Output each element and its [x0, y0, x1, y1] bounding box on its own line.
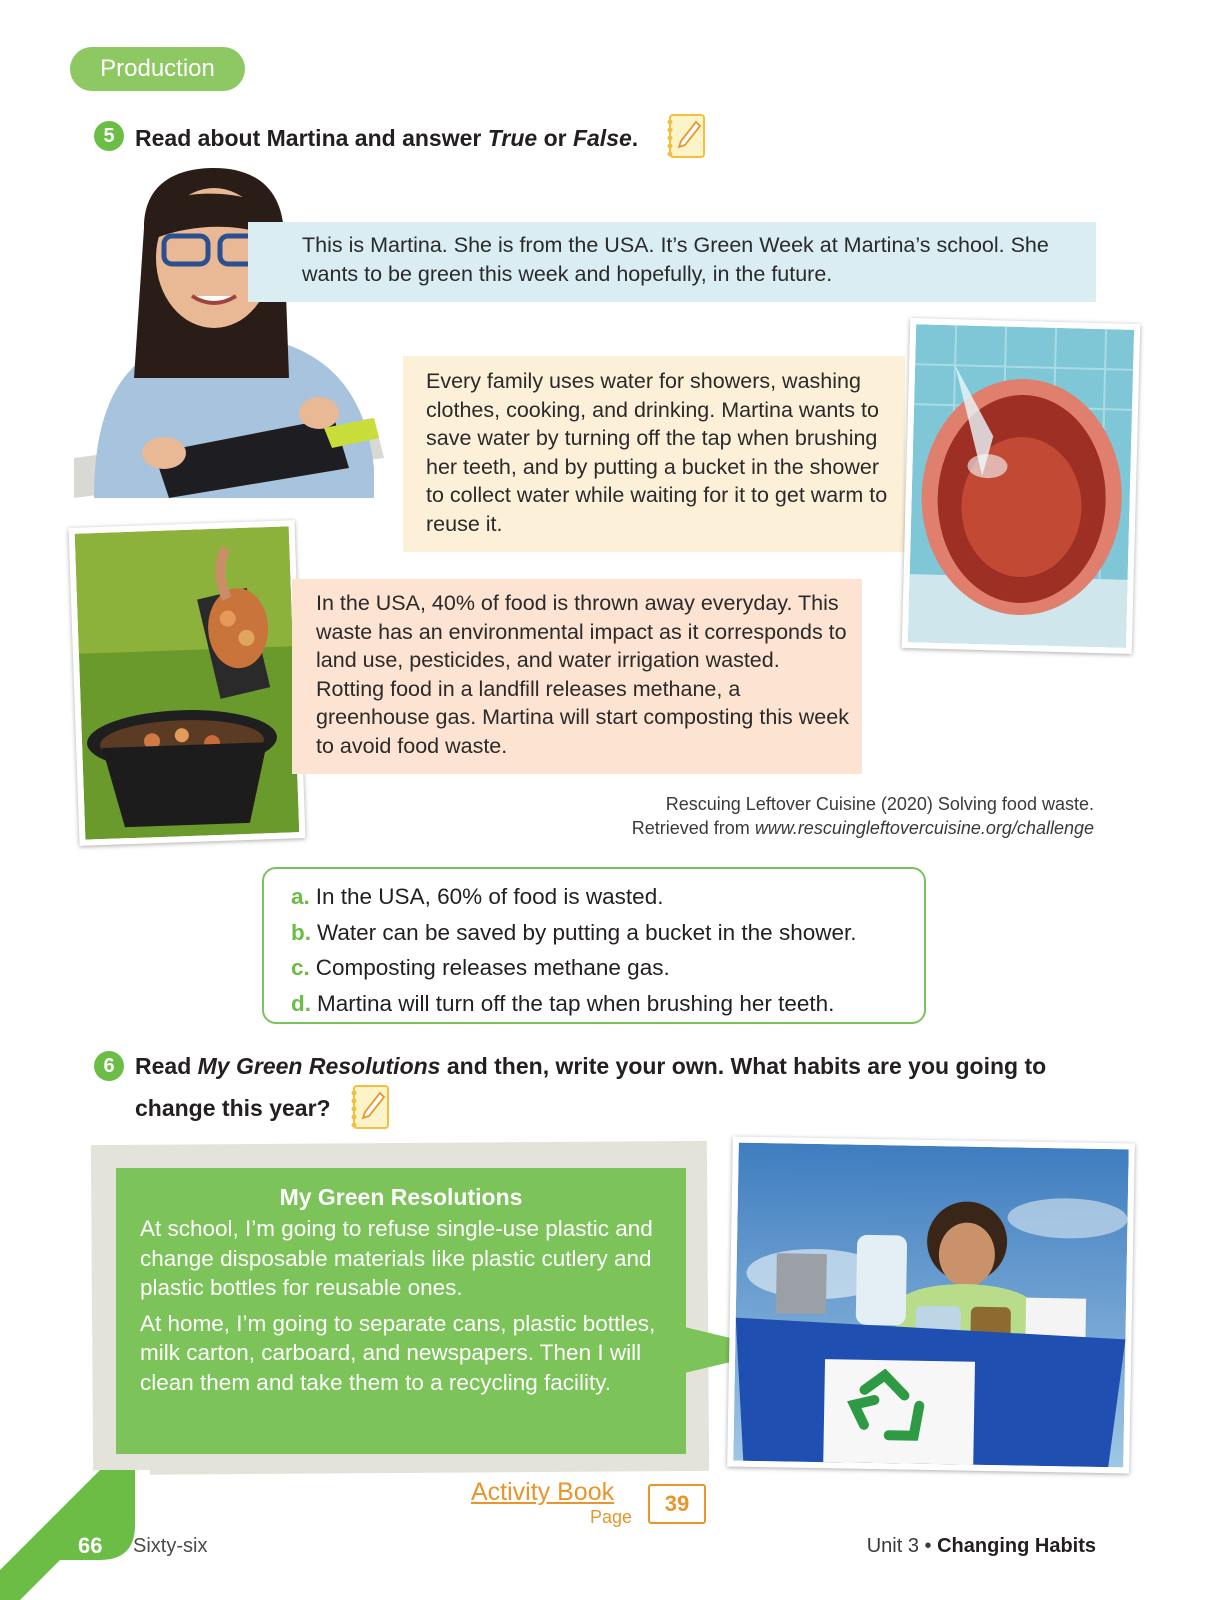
activity-book-page-word: Page — [590, 1507, 633, 1527]
activity-book-link[interactable]: Activity Book — [471, 1478, 615, 1506]
citation-line-2 — [632, 816, 1094, 840]
resolutions-card — [116, 1168, 686, 1454]
compost-photo — [69, 520, 306, 846]
resolutions-title-italic: My Green Resolutions — [197, 1053, 441, 1079]
false-word: False — [572, 125, 632, 151]
resolutions-title: My Green Resolutions — [279, 1184, 523, 1210]
unit-label: Unit 3 — [866, 1535, 919, 1557]
water-paragraph: Every family uses water for showers, washing clothes, cooking, and drinking. Martina wants to save water by turning off the tap when brushing her teeth, and by putting a bucket in the shower to collect water while waiting for it to get warm to reuse it. — [426, 369, 888, 536]
exercise-6-heading — [135, 1045, 1046, 1087]
intro-paragraph: This is Martina. She is from the USA. It’s Green Week at Martina’s school. She wants to be green this week and hopefully, in the future. — [302, 233, 1049, 286]
open-book-icon — [648, 1484, 706, 1524]
resolutions-home: At home, I’m going to separate cans, plastic bottles, milk carton, carboard, and newspapers. Then I will clean them and take them to a recycling facility. — [140, 1310, 656, 1395]
intro-paragraph-box — [248, 222, 1096, 302]
exercise-6-line-2: change this year? — [135, 1095, 331, 1121]
period: . — [631, 125, 639, 151]
citation — [632, 792, 1094, 840]
page-corner-tab — [0, 1470, 150, 1600]
statement-letter: b. — [291, 919, 311, 945]
citation-url: www.rescuingleftovercuisine.org/challenge — [754, 818, 1094, 838]
or-word: or — [537, 125, 573, 151]
citation-prefix: Retrieved from — [631, 818, 755, 838]
pencil-notebook-icon — [666, 112, 708, 160]
page-number-words: Sixty-six — [133, 1535, 208, 1557]
bucket-photo — [902, 318, 1141, 654]
unit-title — [867, 1535, 1096, 1558]
true-false-statements — [262, 867, 926, 1024]
statement-a — [291, 879, 924, 915]
true-word: True — [487, 125, 538, 151]
food-paragraph: In the USA, 40% of food is thrown away everyday. This waste has an environmental impact as it corresponds to land use, pesticides, and water irrigation wasted. Rotting food in a landfill releases methane, a greenhouse gas. Martina will start composting this week to avoid food waste. — [316, 591, 849, 758]
unit-name: Changing Habits — [937, 1535, 1096, 1557]
statement-d — [291, 986, 924, 1022]
statement-text: In the USA, 60% of food is wasted. — [315, 884, 664, 909]
exercise-6-number: 6 — [94, 1051, 124, 1081]
exercise-6-text: Read — [135, 1053, 198, 1079]
recycling-photo — [727, 1137, 1135, 1474]
activity-book-page-number: 39 — [664, 1491, 690, 1516]
statement-letter: d. — [291, 990, 311, 1016]
statement-letter: a. — [291, 884, 310, 909]
exercise-5-number: 5 — [94, 121, 124, 151]
resolutions-school: At school, I’m going to refuse single-use plastic and change disposable materials like plastic cutlery and plastic bottles for reusable ones. — [140, 1216, 653, 1300]
water-paragraph-box — [403, 356, 905, 552]
statement-text: Water can be saved by putting a bucket in the shower. — [317, 919, 857, 945]
citation-line-1: Rescuing Leftover Cuisine (2020) Solving food waste. — [665, 794, 1094, 814]
section-label: Production — [70, 47, 245, 91]
statement-letter: c. — [291, 955, 310, 980]
exercise-5-heading — [135, 117, 638, 159]
statement-c — [291, 950, 924, 986]
exercise-5-text: Read about Martina and answer — [135, 125, 488, 151]
exercise-6-text-after: and then, write your own. What habits are you going to — [440, 1053, 1047, 1079]
pencil-notebook-icon — [350, 1083, 392, 1131]
martina-photo — [74, 168, 384, 498]
unit-bullet: • — [918, 1535, 938, 1557]
food-paragraph-box — [292, 579, 862, 774]
statement-text: Martina will turn off the tap when brushing her teeth. — [317, 990, 835, 1016]
page-number: 66 — [78, 1533, 103, 1558]
statement-b — [291, 915, 924, 951]
statement-text: Composting releases methane gas. — [315, 955, 670, 980]
